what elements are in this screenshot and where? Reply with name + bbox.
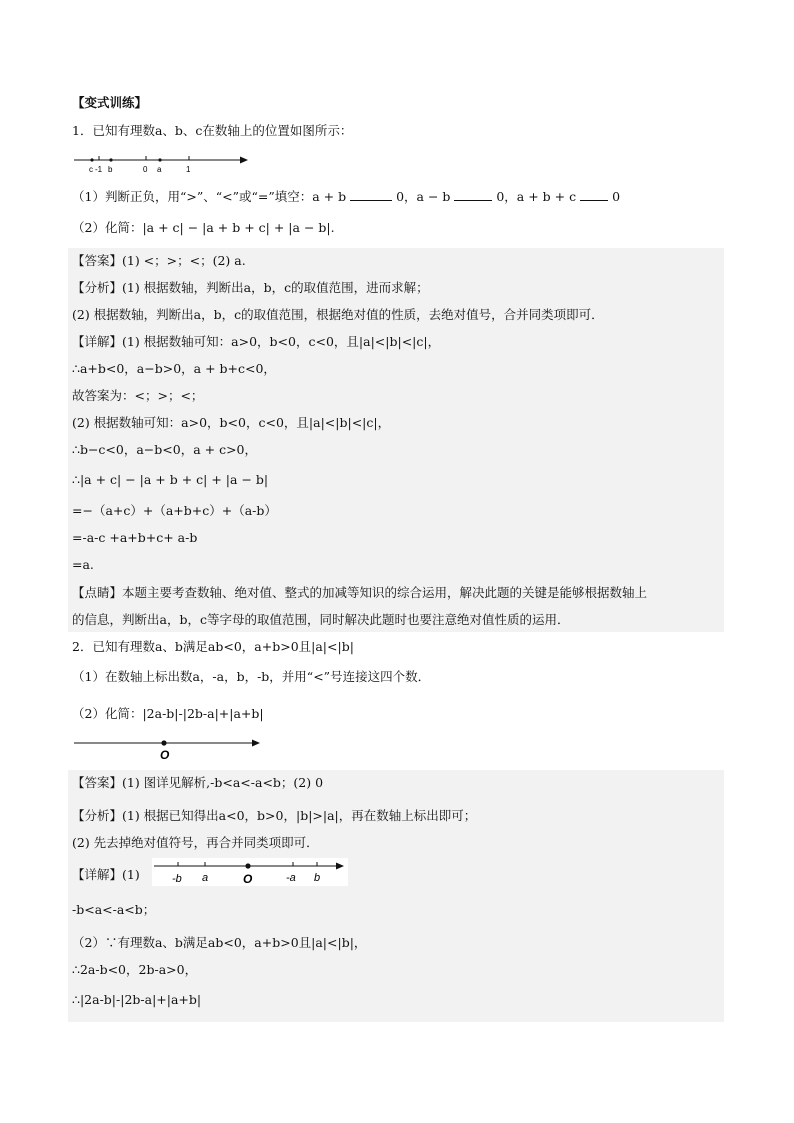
q2-detail-2: -b<a<-a<b；	[72, 902, 156, 917]
q1-nl-label-neg1: -1	[95, 165, 103, 174]
q1-nl-label-b: b	[108, 165, 113, 174]
q1-detail-9: =a.	[72, 557, 94, 572]
q1-part1-c: 0，a + b + c	[496, 189, 577, 204]
q1-detail-5: ∴b−c<0，a−b<0，a + c>0，	[72, 442, 258, 457]
q2-part1: （1）在数轴上标出数a，-a，b，-b，并用“<”号连接这四个数．	[72, 669, 431, 684]
q2-detail-3: （2）∵有理数a、b满足ab<0，a+b>0且|a|<|b|，	[72, 935, 367, 950]
q1-part1-a: （1）判断正负，用“>”、“<”或“=”填空：a + b	[72, 189, 347, 204]
q2-number-line	[72, 733, 272, 763]
q2-sol-label-o: O	[243, 872, 253, 886]
q2-solution-number-line	[152, 858, 348, 886]
q1-part2: （2）化简：|a + c| − |a + b + c| + |a − b|.	[72, 220, 335, 235]
q2-analysis-2: (2) 先去掉绝对值符号，再合并同类项即可．	[72, 835, 319, 850]
q1-comment-2: 的信息，判断出a，b，c等字母的取值范围，同时解决此题时也要注意绝对值性质的运用．	[72, 612, 570, 627]
q1-blank-2[interactable]	[454, 188, 492, 201]
q1-detail-7: =−（a+c）+（a+b+c）+（a-b）	[72, 503, 277, 518]
q2-sol-label-a: a	[202, 872, 209, 884]
q2-detail-5: ∴|2a-b|-|2b-a|+|a+b|	[72, 992, 202, 1007]
q2-part2: （2）化简：|2a-b|-|2b-a|+|a+b|	[72, 706, 264, 721]
q1-nl-label-c: c	[89, 165, 93, 174]
q2-detail-label: 【详解】(1)	[72, 867, 140, 882]
q2-stem: 2．已知有理数a、b满足ab<0，a+b>0且|a|<|b|	[72, 639, 354, 654]
origin-dot	[161, 740, 166, 745]
q1-detail-8: =-a-c +a+b+c+ a-b	[72, 530, 198, 545]
q1-nl-label-0: 0	[143, 165, 148, 174]
q1-detail-3: 故答案为：<；>；<；	[72, 388, 204, 403]
q1-nl-label-1: 1	[186, 165, 191, 174]
q2-sol-label-b: b	[314, 872, 321, 884]
q2-answer: 【答案】(1) 图详见解析,-b<a<-a<b；(2) 0	[72, 775, 324, 790]
q2-sol-label-neg-b: -b	[172, 873, 182, 885]
q1-detail-1: 【详解】(1) 根据数轴可知：a>0，b<0，c<0，且|a|<|b|<|c|，	[72, 334, 441, 349]
section-header: 【变式训练】	[72, 95, 148, 110]
q1-part1-d: 0	[612, 189, 621, 204]
q1-number-line	[72, 150, 252, 176]
q2-detail-4: ∴2a-b<0，2b-a>0，	[72, 962, 198, 977]
q1-part1-b: 0，a − b	[396, 189, 451, 204]
q2-sol-label-neg-a: -a	[286, 872, 296, 884]
q1-analysis-2: (2) 根据数轴，判断出a，b，c的取值范围，根据绝对值的性质，去绝对值号，合并同类项即可．	[72, 307, 604, 322]
q1-answer: 【答案】(1) <；>；<；(2) a.	[72, 253, 246, 268]
q1-detail-6: ∴|a + c| − |a + b + c| + |a − b|	[72, 472, 269, 487]
q1-part1	[72, 188, 620, 206]
q1-nl-label-a: a	[157, 165, 162, 174]
q1-stem: 1．已知有理数a、b、c在数轴上的位置如图所示：	[72, 123, 353, 138]
q2-analysis-1: 【分析】(1) 根据已知得出a<0，b>0，|b|>|a|，再在数轴上标出即可；	[72, 808, 477, 823]
q1-blank-1[interactable]	[350, 188, 392, 201]
q1-analysis-1: 【分析】(1) 根据数轴，判断出a，b，c的取值范围，进而求解；	[72, 280, 429, 295]
q1-detail-2: ∴a+b<0，a−b>0，a + b+c<0，	[72, 361, 276, 376]
q2-origin-label: O	[160, 748, 170, 762]
q1-blank-3[interactable]	[580, 188, 608, 201]
q1-detail-4: (2) 根据数轴可知：a>0，b<0，c<0，且|a|<|b|<|c|，	[72, 415, 391, 430]
q1-comment-1: 【点睛】本题主要考查数轴、绝对值、整式的加减等知识的综合运用，解决此题的关键是能够根据数轴上	[72, 585, 648, 600]
